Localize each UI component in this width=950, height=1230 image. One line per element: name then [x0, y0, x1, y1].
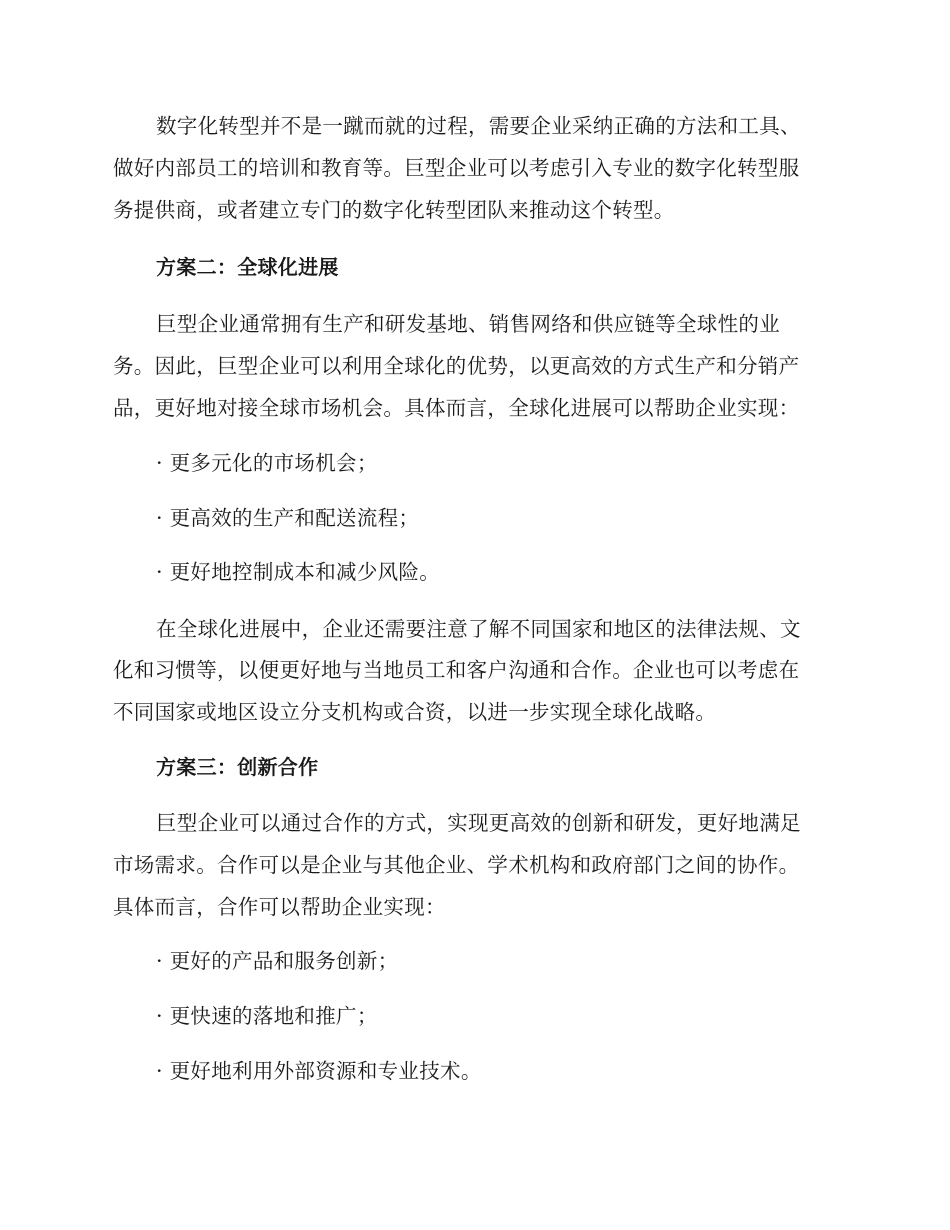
bullet-item: · 更好地利用外部资源和专业技术。 [156, 1059, 482, 1083]
paragraph-line: 具体而言，合作可以帮助企业实现： [113, 895, 446, 919]
paragraph-line: 品，更好地对接全球市场机会。具体而言，全球化进展可以帮助企业实现： [113, 396, 800, 420]
paragraph-line: 在全球化进展中，企业还需要注意了解不同国家和地区的法律法规、文 [156, 617, 801, 641]
paragraph-line: 巨型企业可以通过合作的方式，实现更高效的创新和研发，更好地满足 [156, 811, 801, 835]
paragraph-line: 务提供商，或者建立专门的数字化转型团队来推动这个转型。 [113, 198, 675, 222]
bullet-item: · 更好的产品和服务创新； [156, 949, 399, 973]
bullet-item: · 更好地控制成本和减少风险。 [156, 560, 441, 584]
bullet-item: · 更高效的生产和配送流程； [156, 506, 420, 530]
paragraph-line: 数字化转型并不是一蹴而就的过程，需要企业采纳正确的方法和工具、 [156, 114, 801, 138]
bullet-item: · 更快速的落地和推广； [156, 1004, 378, 1028]
section-heading: 方案二：全球化进展 [156, 255, 339, 279]
paragraph-line: 市场需求。合作可以是企业与其他企业、学术机构和政府部门之间的协作。 [113, 853, 800, 877]
paragraph-line: 做好内部员工的培训和教育等。巨型企业可以考虑引入专业的数字化转型服 [113, 156, 800, 180]
paragraph-line: 务。因此，巨型企业可以利用全球化的优势，以更高效的方式生产和分销产 [113, 354, 800, 378]
paragraph-line: 化和习惯等，以便更好地与当地员工和客户沟通和合作。企业也可以考虑在 [113, 658, 800, 682]
bullet-item: · 更多元化的市场机会； [156, 451, 378, 475]
paragraph-line: 不同国家或地区设立分支机构或合资，以进一步实现全球化战略。 [113, 700, 717, 724]
paragraph-line: 巨型企业通常拥有生产和研发基地、销售网络和供应链等全球性的业 [156, 312, 780, 336]
section-heading: 方案三：创新合作 [156, 755, 319, 779]
